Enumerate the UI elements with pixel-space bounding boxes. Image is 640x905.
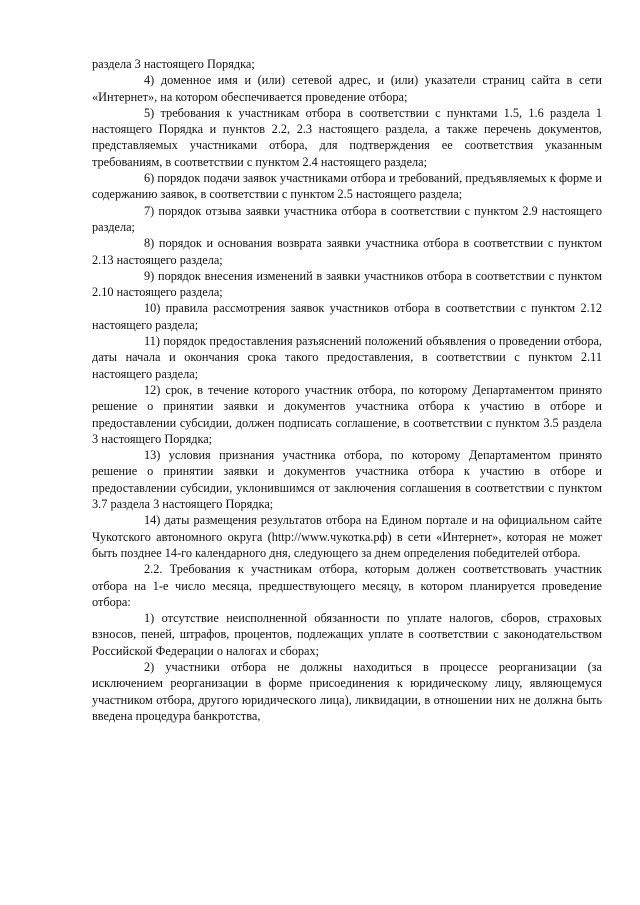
list-item-13-evasion: 13) условия признания участника отбора, по которому Департаментом принято решение о принятии заявки и документов участника отбора к участию в отборе и предоставлении субсидии, уклонившимся от заключения соглашения в соответствии с пунктом 3.7 раздела 3 настоящего Порядка; xyxy=(92,448,602,512)
list-item-14-results-dates: 14) даты размещения результатов отбора на Едином портале и на официальном сайте Чукотского автономного округа (http://www.чукотка.рф) в сети «Интернет», которая не может быть позднее 14-го календарного дня, следующего за днем определения победителей отбора. xyxy=(92,513,602,560)
paragraph-continuation: раздела 3 настоящего Порядка; xyxy=(92,57,255,71)
list-item-11-clarifications: 11) порядок предоставления разъяснений положений объявления о проведении отбора, даты начала и окончания срока такого предоставления, в соответствии с пунктом 2.11 настоящего раздела; xyxy=(92,334,602,381)
list-item-7-withdrawal: 7) порядок отзыва заявки участника отбора в соответствии с пунктом 2.9 настоящего раздела; xyxy=(92,203,602,234)
list-item-10-review-rules: 10) правила рассмотрения заявок участников отбора в соответствии с пунктом 2.12 настоящего раздела; xyxy=(92,301,602,332)
section-2-2-heading: 2.2. Требования к участникам отбора, которым должен соответствовать участник отбора на 1-е число месяца, предшествующего месяцу, в котором планируется проведение отбора: xyxy=(92,562,602,609)
list-item-5-requirements: 5) требования к участникам отбора в соответствии с пунктами 1.5, 1.6 раздела 1 настоящего Порядка и пунктов 2.2, 2.3 настоящего раздела, а также перечень документов, представляемых участниками отбора, для подтверждения ее соответствия указанным требованиям, в соответствии с пунктом 2.4 настоящего раздела; xyxy=(92,105,602,169)
list-item-12-signing-term: 12) срок, в течение которого участник отбора, по которому Департаментом принято решение о принятии заявки и документов участника отбора к участию в отборе и предоставлении субсидии, должен подписать соглашение, в соответствии с пунктом 3.5 раздела 3 настоящего Порядка; xyxy=(92,382,602,446)
list-item-8-return: 8) порядок и основания возврата заявки участника отбора в соответствии с пунктом 2.13 настоящего раздела; xyxy=(92,236,602,267)
list-item-4-domain: 4) доменное имя и (или) сетевой адрес, и (или) указатели страниц сайта в сети «Интернет», на котором обеспечивается проведение отбора; xyxy=(92,73,602,104)
list-item-9-changes: 9) порядок внесения изменений в заявки участников отбора в соответствии с пунктом 2.10 настоящего раздела; xyxy=(92,268,602,300)
list-item-6-submission: 6) порядок подачи заявок участниками отбора и требований, предъявляемых к форме и содержанию заявок, в соответствии с пунктом 2.5 настоящего раздела; xyxy=(92,171,602,202)
document-body xyxy=(92,56,602,724)
requirement-item-2-reorganization: 2) участники отбора не должны находиться в процессе реорганизации (за исключением реорганизации в форме присоединения к юридическому лицу, являющемуся участником отбора, другого юридического лица), ликвидации, в отношении них не должна быть введена процедура банкротства, xyxy=(92,659,602,723)
requirement-item-1-taxes: 1) отсутствие неисполненной обязанности по уплате налогов, сборов, страховых взносов, пеней, штрафов, процентов, подлежащих уплате в соответствии с законодательством Российской Федерации о налогах и сборах; xyxy=(92,611,602,658)
